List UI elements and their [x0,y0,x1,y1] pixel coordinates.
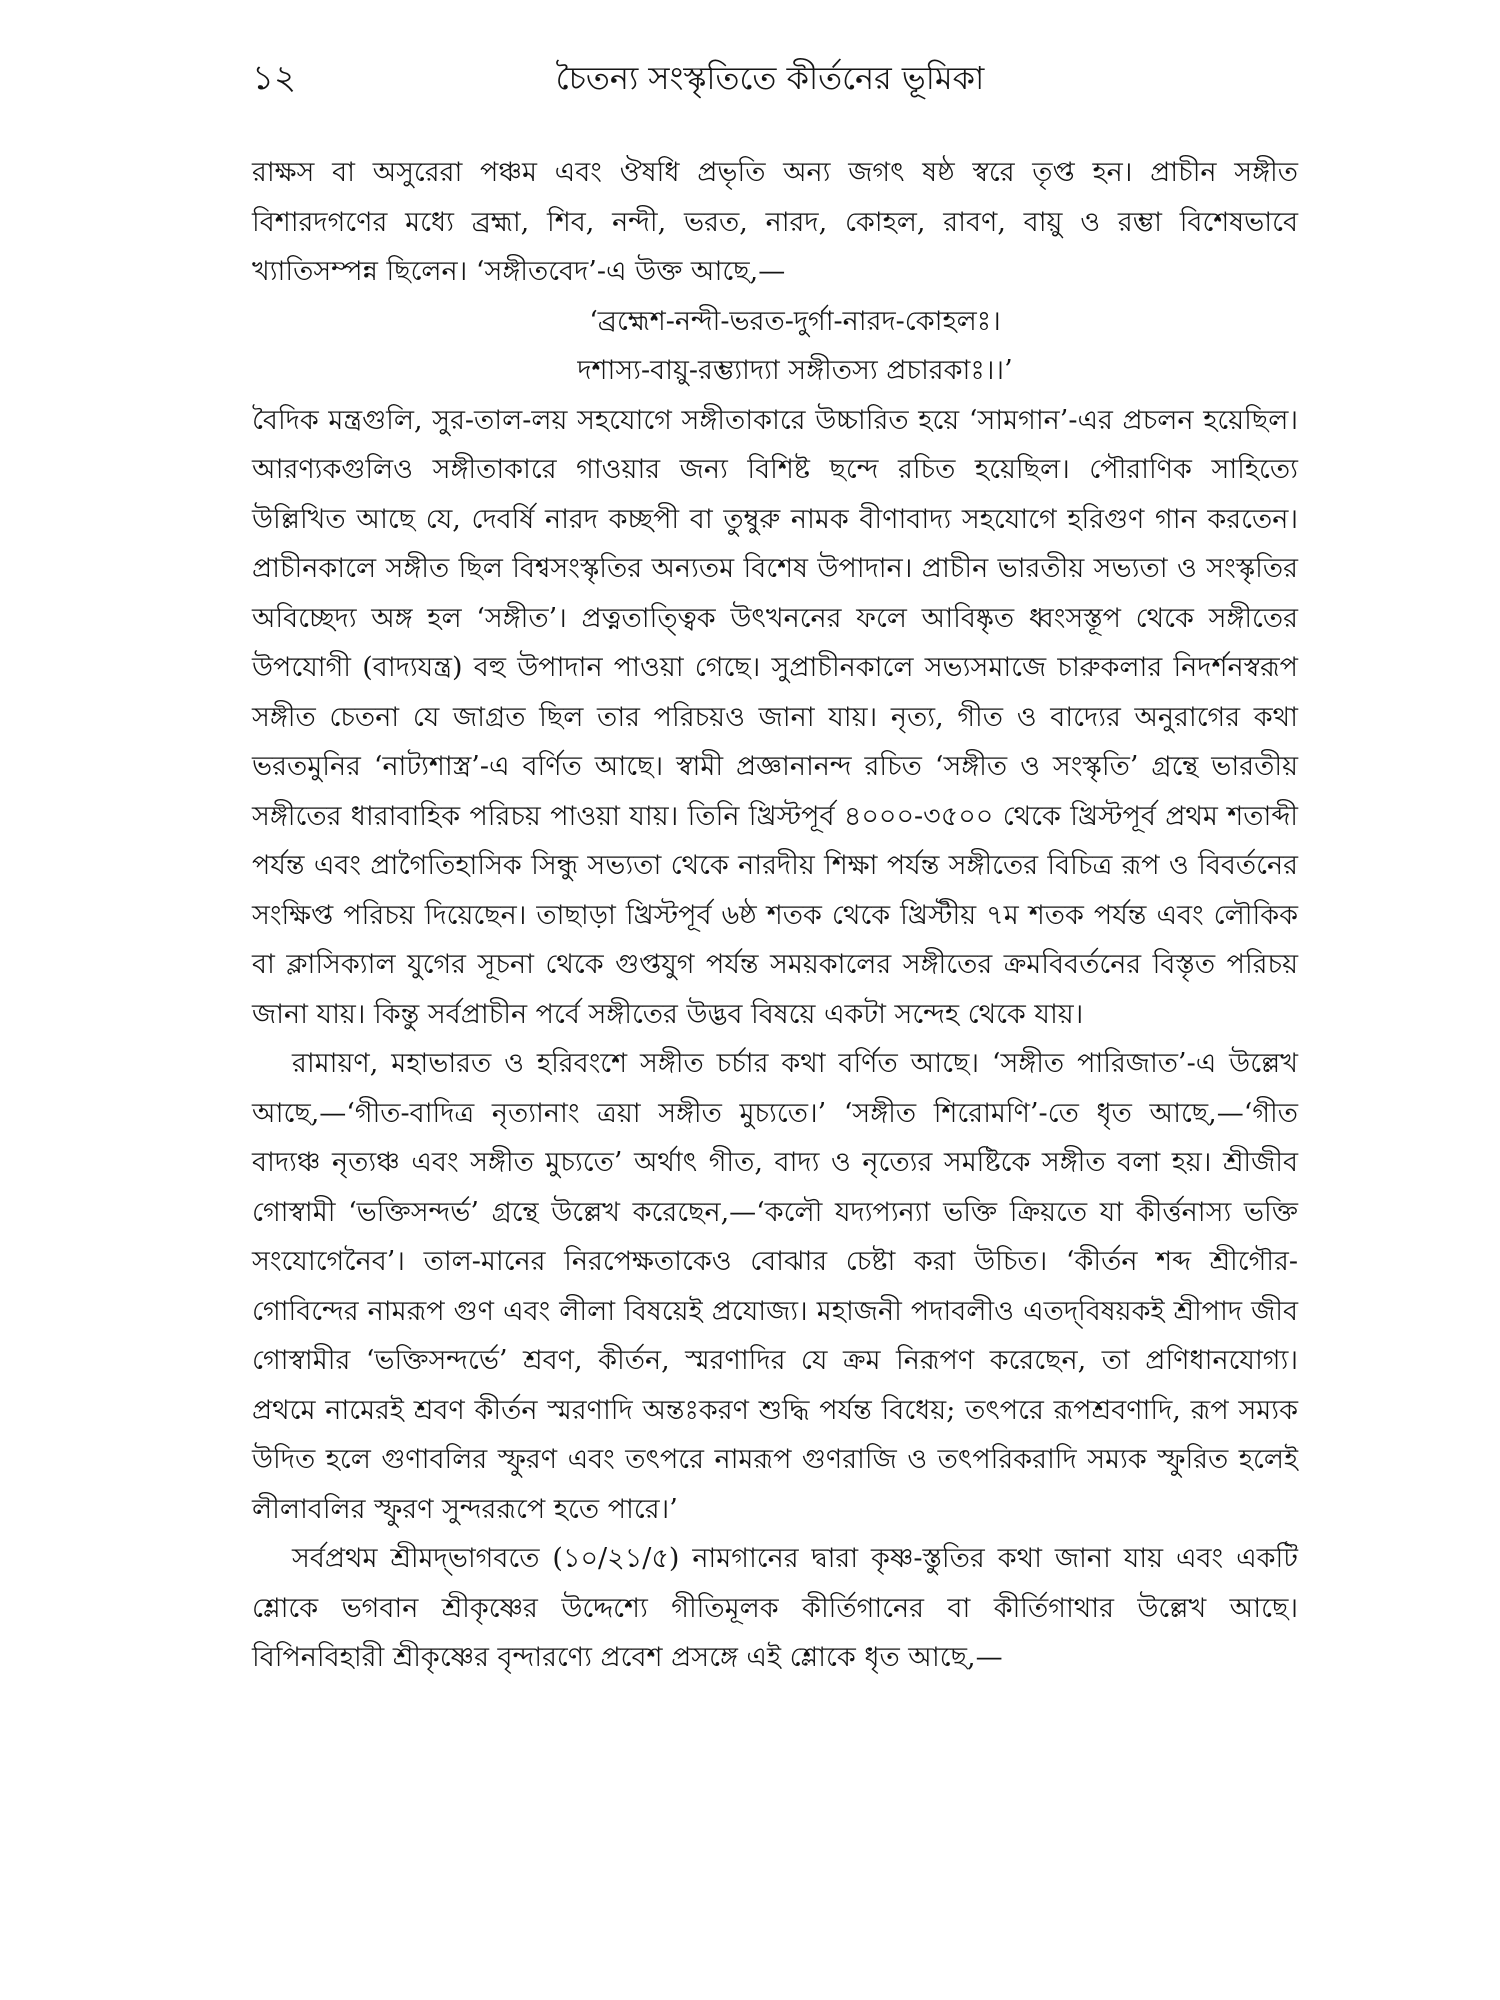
page-header [0,48,1500,108]
running-title: চৈতন্য সংস্কৃতিতে কীর্তনের ভূমিকা [555,59,985,97]
paragraph-1: রাক্ষস বা অসুরেরা পঞ্চম এবং ঔষধি প্রভৃতি অন্য জগৎ ষষ্ঠ স্বরে তৃপ্ত হন। প্রাচীন সঙ্গীত বিশারদগণের মধ্যে ব্রহ্মা, শিব, নন্দী, ভরত, নারদ, কোহল, রাবণ, বায়ু ও রম্ভা বিশেষভাবে খ্যাতিসম্পন্ন ছিলেন। ‘সঙ্গীতবেদ’-এ উক্ত আছে,— [252,157,1298,287]
page-number: ১২ [252,58,297,98]
verse-line-2: দশাস্য-বায়ু-রম্ভ্যাদ্যা সঙ্গীতস্য প্রচারকাঃ।।’ [577,355,1013,386]
verse-line-1: ‘ব্রহ্মেশ-নন্দী-ভরত-দুর্গা-নারদ-কোহলঃ। [589,305,1001,337]
paragraph-4: সর্বপ্রথম শ্রীমদ্‌ভাগবতে (১০/২১/৫) নামগানের দ্বারা কৃষ্ণ-স্তুতির কথা জানা যায় এবং একটি শ্লোকে ভগবান শ্রীকৃষ্ণের উদ্দেশ্যে গীতিমূলক কীর্তিগানের বা কীর্তিগাথার উল্লেখ আছে। বিপিনবিহারী শ্রীকৃষ্ণের বৃন্দারণ্যে প্রবেশ প্রসঙ্গে এই শ্লোকে ধৃত আছে,— [252,1543,1298,1673]
paragraph-3: রামায়ণ, মহাভারত ও হরিবংশে সঙ্গীত চর্চার কথা বর্ণিত আছে। ‘সঙ্গীত পারিজাত’-এ উল্লেখ আছে,—‘গীত-বাদিত্র নৃত্যানাং ত্রয়া সঙ্গীত মুচ্যতে।’ ‘সঙ্গীত শিরোমণি’-তে ধৃত আছে,—‘গীত বাদ্যঞ্চ নৃত্যঞ্চ এবং সঙ্গীত মুচ্যতে’ অর্থাৎ গীত, বাদ্য ও নৃত্যের সমষ্টিকে সঙ্গীত বলা হয়। শ্রীজীব গোস্বামী ‘ভক্তিসন্দর্ভ’ গ্রন্থে উল্লেখ করেছেন,—‘কলৌ যদ্যপ্যন্যা ভক্তি ক্রিয়তে যা কীর্ত্তনাস্য ভক্তি সংযোগেনৈব’। তাল-মানের নিরপেক্ষতাকেও বোঝার চেষ্টা করা উচিত। ‘কীর্তন শব্দ শ্রীগৌর-গোবিন্দের নামরূপ গুণ এবং লীলা বিষয়েই প্রযোজ্য। মহাজনী পদাবলীও এতদ্‌বিষয়কই শ্রীপাদ জীব গোস্বামীর ‘ভক্তিসন্দর্ভে’ শ্রবণ, কীর্তন, স্মরণাদির যে ক্রম নিরূপণ করেছেন, তা প্রণিধানযোগ্য। প্রথমে নামেরই শ্রবণ কীর্তন স্মরণাদি অন্তঃকরণ শুদ্ধি পর্যন্ত বিধেয়; তৎপরে রূপশ্রবণাদি, রূপ সম্যক উদিত হলে গুণাবলির স্ফুরণ এবং তৎপরে নামরূপ গুণরাজি ও তৎপরিকরাদি সম্যক স্ফুরিত হলেই লীলাবলির স্ফুরণ সুন্দররূপে হতে পারে।’ [252,1048,1298,1525]
paragraph-2: বৈদিক মন্ত্রগুলি, সুর-তাল-লয় সহযোগে সঙ্গীতাকারে উচ্চারিত হয়ে ‘সামগান’-এর প্রচলন হয়েছিল। আরণ্যকগুলিও সঙ্গীতাকারে গাওয়ার জন্য বিশিষ্ট ছন্দে রচিত হয়েছিল। পৌরাণিক সাহিত্যে উল্লিখিত আছে যে, দেবর্ষি নারদ কচ্ছপী বা তুম্বুরু নামক বীণাবাদ্য সহযোগে হরিগুণ গান করতেন। প্রাচীনকালে সঙ্গীত ছিল বিশ্বসংস্কৃতির অন্যতম বিশেষ উপাদান। প্রাচীন ভারতীয় সভ্যতা ও সংস্কৃতির অবিচ্ছেদ্য অঙ্গ হল ‘সঙ্গীত’। প্রত্নতাত্ত্বিক উৎখননের ফলে আবিষ্কৃত ধ্বংসস্তূপ থেকে সঙ্গীতের উপযোগী (বাদ্যযন্ত্র) বহু উপাদান পাওয়া গেছে। সুপ্রাচীনকালে সভ্যসমাজে চারুকলার নিদর্শনস্বরূপ সঙ্গীত চেতনা যে জাগ্রত ছিল তার পরিচয়ও জানা যায়। নৃত্য, গীত ও বাদ্যের অনুরাগের কথা ভরতমুনির ‘নাট্যশাস্ত্র’-এ বর্ণিত আছে। স্বামী প্রজ্ঞানানন্দ রচিত ‘সঙ্গীত ও সংস্কৃতি’ গ্রন্থে ভারতীয় সঙ্গীতের ধারাবাহিক পরিচয় পাওয়া যায়। তিনি খ্রিস্টপূর্ব ৪০০০-৩৫০০ থেকে খ্রিস্টপূর্ব প্রথম শতাব্দী পর্যন্ত এবং প্রাগৈতিহাসিক সিন্ধু সভ্যতা থেকে নারদীয় শিক্ষা পর্যন্ত সঙ্গীতের বিচিত্র রূপ ও বিবর্তনের সংক্ষিপ্ত পরিচয় দিয়েছেন। তাছাড়া খ্রিস্টপূর্ব ৬ষ্ঠ শতক থেকে খ্রিস্টীয় ৭ম শতক পর্যন্ত এবং লৌকিক বা ক্লাসিক্যাল যুগের সূচনা থেকে গুপ্তযুগ পর্যন্ত সময়কালের সঙ্গীতের ক্রমবিবর্তনের বিস্তৃত পরিচয় জানা যায়। কিন্তু সর্বপ্রাচীন পর্বে সঙ্গীতের উদ্ভব বিষয়ে একটা সন্দেহ থেকে যায়। [252,404,1298,1030]
page-body [252,148,1298,1683]
